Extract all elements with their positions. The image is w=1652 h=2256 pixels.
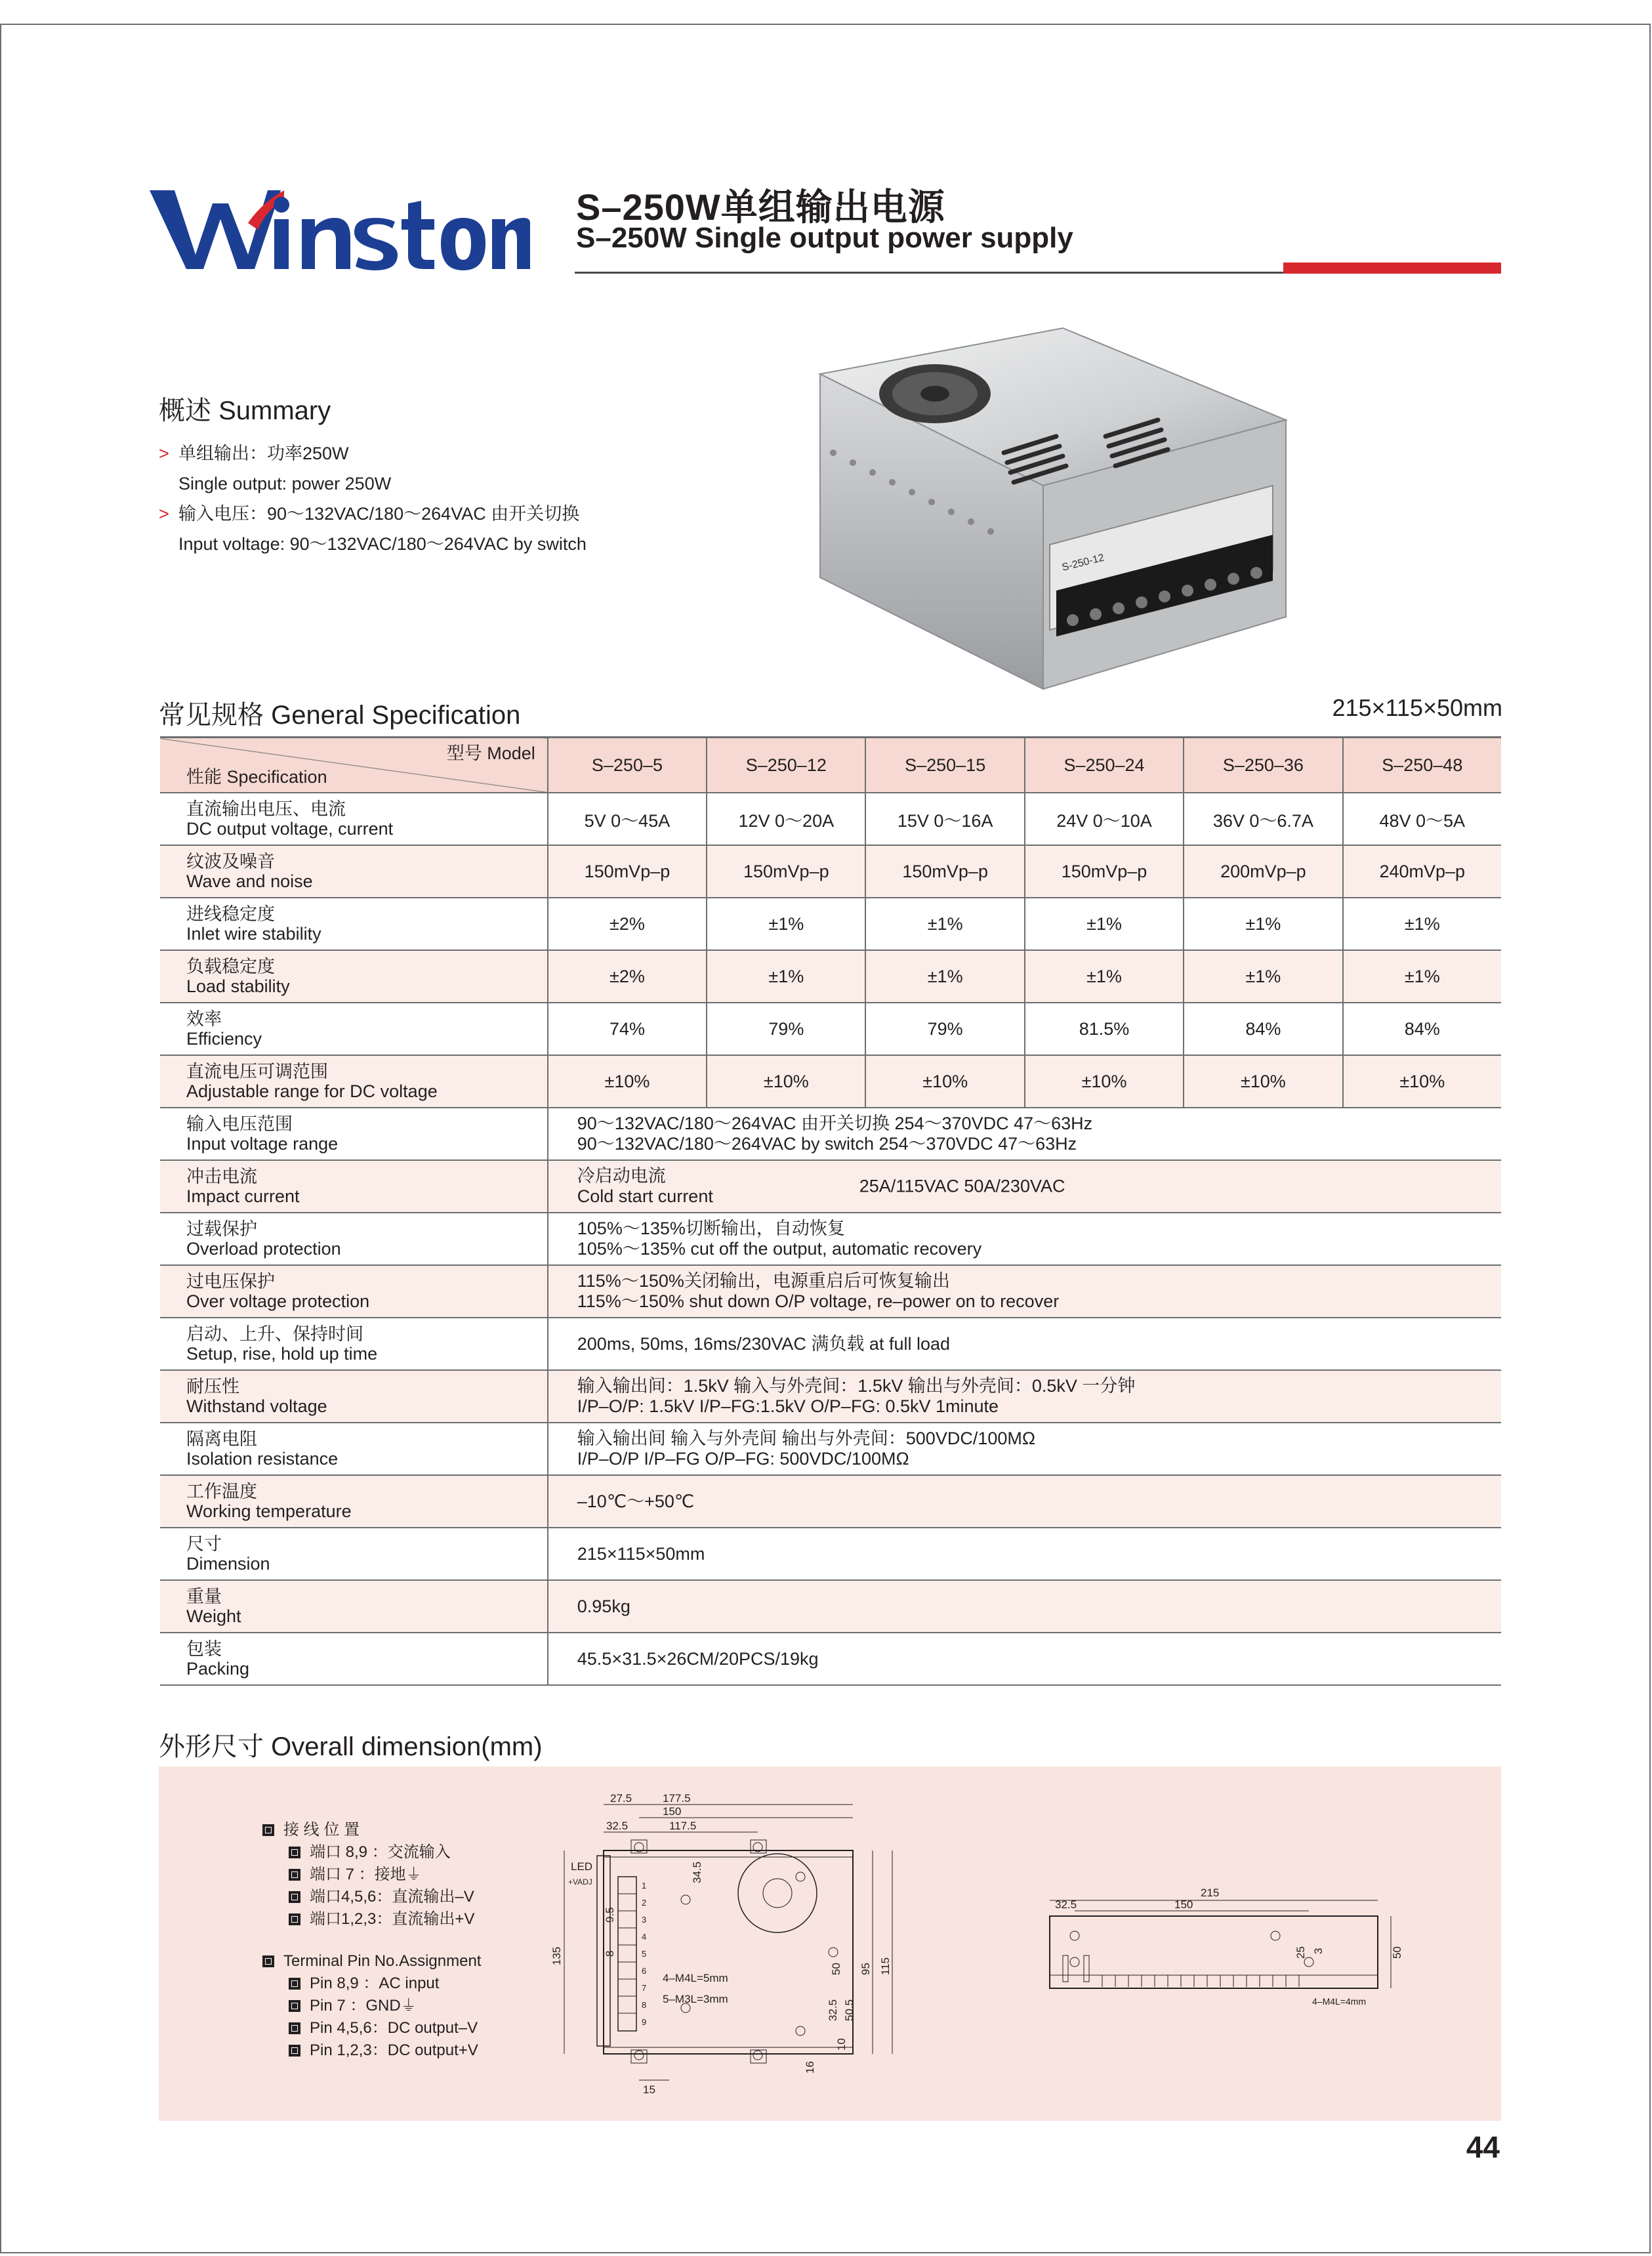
square-bullet-icon [289, 1913, 300, 1925]
square-bullet-icon [289, 2000, 300, 2012]
header-model-label: 型号 Model [446, 743, 535, 763]
table-cell-wide: 输入输出间：1.5kV 输入与外壳间：1.5kV 输出与外壳间：0.5kV 一分钟 I/P–O/P: 1.5kV I/P–FG:1.5kV O/P–FG: 0.5kV 1minute [548, 1370, 1501, 1423]
svg-text:135: 135 [550, 1946, 563, 1965]
table-row [160, 845, 1501, 898]
table-row [160, 1370, 1501, 1423]
impact-current-value: 25A/115VAC 50A/230VAC [859, 1176, 1065, 1196]
pin-item: Pin 4,5,6：DC output–V [262, 2017, 481, 2039]
svg-text:15: 15 [643, 2083, 655, 2096]
table-cell: 150mVp–p [548, 845, 707, 898]
row-label: 直流输出电压、电流 DC output voltage, current [160, 793, 548, 845]
table-row [160, 1003, 1501, 1055]
table-cell-wide: 45.5×31.5×26CM/20PCS/19kg [548, 1633, 1501, 1685]
model-column-header: S–250–24 [1025, 738, 1184, 793]
title-chinese: S–250W单组输出电源 [576, 186, 945, 228]
table-row [160, 1318, 1501, 1370]
svg-text:32.5: 32.5 [827, 1999, 839, 2021]
svg-text:8: 8 [642, 2000, 647, 2010]
square-bullet-icon [289, 1891, 300, 1903]
svg-text:117.5: 117.5 [669, 1820, 697, 1832]
table-cell-wide: 冷启动电流 Cold start current 25A/115VAC 50A/230VAC [548, 1160, 1501, 1213]
spec-dimension: 215×115×50mm [1332, 694, 1502, 721]
svg-text:4: 4 [642, 1932, 647, 1942]
svg-text:9: 9 [642, 2017, 647, 2027]
summary-item-en: Single output: power 250W [178, 474, 392, 493]
svg-text:7: 7 [642, 1983, 647, 1993]
winston-logo [150, 177, 530, 276]
row-label: 包装 Packing [160, 1633, 548, 1685]
pin-assignment [262, 1819, 481, 2062]
pin-title-cn: 接 线 位 置 [262, 1819, 481, 1841]
row-label: 尺寸 Dimension [160, 1528, 548, 1580]
pin-item: 端口 7 ：接地⏚ [262, 1864, 481, 1886]
summary-heading: 概述 Summary [159, 396, 331, 425]
summary-item: > 输入电压：90～132VAC/180～264VAC 由开关切换 [159, 499, 587, 529]
svg-text:5–M3L=3mm: 5–M3L=3mm [663, 1993, 728, 2005]
svg-text:2: 2 [642, 1898, 647, 1908]
svg-text:150: 150 [1174, 1898, 1193, 1911]
square-bullet-icon [289, 1978, 300, 1990]
row-label: 冲击电流 Impact current [160, 1160, 548, 1213]
row-label: 隔离电阻 Isolation resistance [160, 1423, 548, 1475]
row-label: 重量 Weight [160, 1580, 548, 1633]
table-cell: ±1% [1184, 898, 1342, 950]
svg-text:4–M4L=4mm: 4–M4L=4mm [1312, 1996, 1367, 2007]
table-cell: ±10% [707, 1055, 865, 1108]
table-cell-wide: 90～132VAC/180～264VAC 由开关切换 254～370VDC 47～63Hz 90～132VAC/180～264VAC by switch 254～370VDC 47～63Hz [548, 1108, 1501, 1160]
table-cell-wide: 200ms, 50ms, 16ms/230VAC 满负载 at full load [548, 1318, 1501, 1370]
model-column-header: S–250–12 [707, 738, 865, 793]
table-cell: 150mVp–p [1025, 845, 1184, 898]
table-cell: 84% [1184, 1003, 1342, 1055]
svg-text:8: 8 [604, 1950, 616, 1957]
pin-item: 端口4,5,6：直流输出–V [262, 1886, 481, 1908]
table-cell: ±10% [1184, 1055, 1342, 1108]
table-row [160, 1055, 1501, 1108]
table-cell: 24V 0～10A [1025, 793, 1184, 845]
table-cell: 12V 0～20A [707, 793, 865, 845]
dimension-heading: 外形尺寸 Overall dimension(mm) [159, 1732, 543, 1761]
table-row [160, 793, 1501, 845]
row-label: 效率 Efficiency [160, 1003, 548, 1055]
square-bullet-icon [289, 2022, 300, 2034]
square-bullet-icon [289, 2045, 300, 2057]
svg-text:115: 115 [879, 1957, 892, 1975]
row-label: 启动、上升、保持时间 Setup, rise, hold up time [160, 1318, 548, 1370]
row-label: 纹波及噪音 Wave and noise [160, 845, 548, 898]
pin-item: Pin 7 ：GND⏚ [262, 1995, 481, 2017]
svg-text:+VADJ: +VADJ [568, 1877, 592, 1887]
table-cell: ±10% [1343, 1055, 1501, 1108]
bullet-arrow: > [159, 444, 169, 463]
svg-text:3: 3 [1312, 1948, 1325, 1954]
table-cell-wide: 输入输出间 输入与外壳间 输出与外壳间：500VDC/100MΩ I/P–O/P I/P–FG O/P–FG: 500VDC/100MΩ [548, 1423, 1501, 1475]
spec-table [160, 736, 1501, 1686]
title-english: S–250W Single output power supply [576, 222, 1073, 254]
svg-text:34.5: 34.5 [691, 1861, 703, 1883]
svg-text:16: 16 [804, 2061, 816, 2074]
svg-text:1: 1 [642, 1881, 647, 1890]
table-cell: ±10% [548, 1055, 707, 1108]
table-cell: ±1% [865, 898, 1024, 950]
svg-text:95: 95 [859, 1963, 872, 1975]
table-row [160, 1213, 1501, 1265]
square-bullet-icon [289, 1869, 300, 1881]
row-label: 输入电压范围 Input voltage range [160, 1108, 548, 1160]
table-row [160, 898, 1501, 950]
svg-text:3: 3 [642, 1915, 647, 1925]
table-row [160, 1160, 1501, 1213]
table-cell: 5V 0～45A [548, 793, 707, 845]
table-cell: 200mVp–p [1184, 845, 1342, 898]
table-row [160, 1633, 1501, 1685]
square-bullet-icon [289, 1847, 300, 1858]
table-cell: 84% [1343, 1003, 1501, 1055]
svg-text:LED: LED [571, 1860, 593, 1873]
pin-item: 端口1,2,3：直流输出+V [262, 1908, 481, 1931]
svg-text:25: 25 [1294, 1946, 1307, 1959]
table-cell: ±1% [1343, 950, 1501, 1003]
row-label: 负载稳定度 Load stability [160, 950, 548, 1003]
product-model-label: S-250-12 [1060, 552, 1105, 574]
header-spec-label: 性能 Specification [186, 767, 327, 787]
model-column-header: S–250–36 [1184, 738, 1342, 793]
pin-item: Pin 1,2,3：DC output+V [262, 2039, 481, 2062]
table-cell: ±1% [1184, 950, 1342, 1003]
svg-text:10: 10 [835, 2038, 848, 2051]
table-cell: 150mVp–p [865, 845, 1024, 898]
table-row [160, 1423, 1501, 1475]
table-cell: ±10% [1025, 1055, 1184, 1108]
side-view-drawing [1023, 1877, 1404, 2034]
table-cell: 79% [707, 1003, 865, 1055]
summary-item: > 单组输出：功率250W [159, 438, 587, 469]
svg-text:32.5: 32.5 [1055, 1898, 1077, 1911]
svg-text:50: 50 [830, 1963, 842, 1975]
header-corner-cell [160, 738, 548, 793]
row-label: 进线稳定度 Inlet wire stability [160, 898, 548, 950]
row-label: 直流电压可调范围 Adjustable range for DC voltage [160, 1055, 548, 1108]
svg-text:50: 50 [1391, 1946, 1403, 1959]
table-cell: ±2% [548, 950, 707, 1003]
table-cell: ±1% [1025, 898, 1184, 950]
table-cell-wide: 105%～135%切断输出，自动恢复 105%～135% cut off the output, automatic recovery [548, 1213, 1501, 1265]
table-row [160, 1475, 1501, 1528]
table-row [160, 1528, 1501, 1580]
table-row [160, 1265, 1501, 1318]
page-number: 44 [1466, 2130, 1500, 2164]
table-row [160, 1108, 1501, 1160]
pin-item: Pin 8,9 ：AC input [262, 1973, 481, 1995]
row-label: 工作温度 Working temperature [160, 1475, 548, 1528]
table-cell-wide: –10℃～+50℃ [548, 1475, 1501, 1528]
spec-heading: 常见规格 General Specification [159, 701, 521, 730]
table-cell: ±1% [707, 898, 865, 950]
table-cell: ±10% [865, 1055, 1024, 1108]
bullet-arrow: > [159, 504, 169, 524]
summary-list [159, 438, 587, 559]
power-supply-image [814, 322, 1299, 702]
table-cell: 150mVp–p [707, 845, 865, 898]
table-cell: 36V 0～6.7A [1184, 793, 1342, 845]
svg-text:6: 6 [642, 1966, 647, 1976]
table-cell-wide: 0.95kg [548, 1580, 1501, 1633]
svg-text:4–M4L=5mm: 4–M4L=5mm [663, 1972, 728, 1984]
table-cell: ±1% [707, 950, 865, 1003]
svg-text:9.5: 9.5 [604, 1907, 616, 1923]
table-row [160, 950, 1501, 1003]
svg-text:32.5: 32.5 [606, 1820, 629, 1832]
model-column-header: S–250–48 [1343, 738, 1501, 793]
table-cell: 48V 0～5A [1343, 793, 1501, 845]
svg-text:27.5: 27.5 [610, 1792, 632, 1805]
row-label: 过载保护 Overload protection [160, 1213, 548, 1265]
summary-item-en: Input voltage: 90～132VAC/180～264VAC by switch [178, 534, 587, 554]
table-cell: 81.5% [1025, 1003, 1184, 1055]
title-red-accent [1283, 262, 1501, 274]
table-cell-wide: 115%～150%关闭输出，电源重启后可恢复输出 115%～150% shut down O/P voltage, re–power on to recover [548, 1265, 1501, 1318]
table-cell-wide: 215×115×50mm [548, 1528, 1501, 1580]
table-cell: ±1% [1343, 898, 1501, 950]
row-label: 耐压性 Withstand voltage [160, 1370, 548, 1423]
front-view-drawing [538, 1785, 919, 2106]
svg-text:150: 150 [663, 1805, 682, 1818]
table-cell: ±2% [548, 898, 707, 950]
model-column-header: S–250–5 [548, 738, 707, 793]
table-cell: 79% [865, 1003, 1024, 1055]
svg-text:50.5: 50.5 [843, 1999, 856, 2021]
table-header-row [160, 738, 1501, 793]
table-row [160, 1580, 1501, 1633]
table-cell: ±1% [865, 950, 1024, 1003]
table-cell: 15V 0～16A [865, 793, 1024, 845]
square-bullet-icon [262, 1955, 274, 1967]
pin-title-en: Terminal Pin No.Assignment [262, 1950, 481, 1973]
square-bullet-icon [262, 1824, 274, 1836]
model-column-header: S–250–15 [865, 738, 1024, 793]
table-cell: 240mVp–p [1343, 845, 1501, 898]
svg-text:215: 215 [1201, 1887, 1220, 1899]
table-cell: ±1% [1025, 950, 1184, 1003]
svg-text:5: 5 [642, 1949, 647, 1959]
table-cell: 74% [548, 1003, 707, 1055]
pin-item: 端口 8,9 ：交流输入 [262, 1841, 481, 1864]
svg-text:177.5: 177.5 [663, 1792, 691, 1805]
row-label: 过电压保护 Over voltage protection [160, 1265, 548, 1318]
